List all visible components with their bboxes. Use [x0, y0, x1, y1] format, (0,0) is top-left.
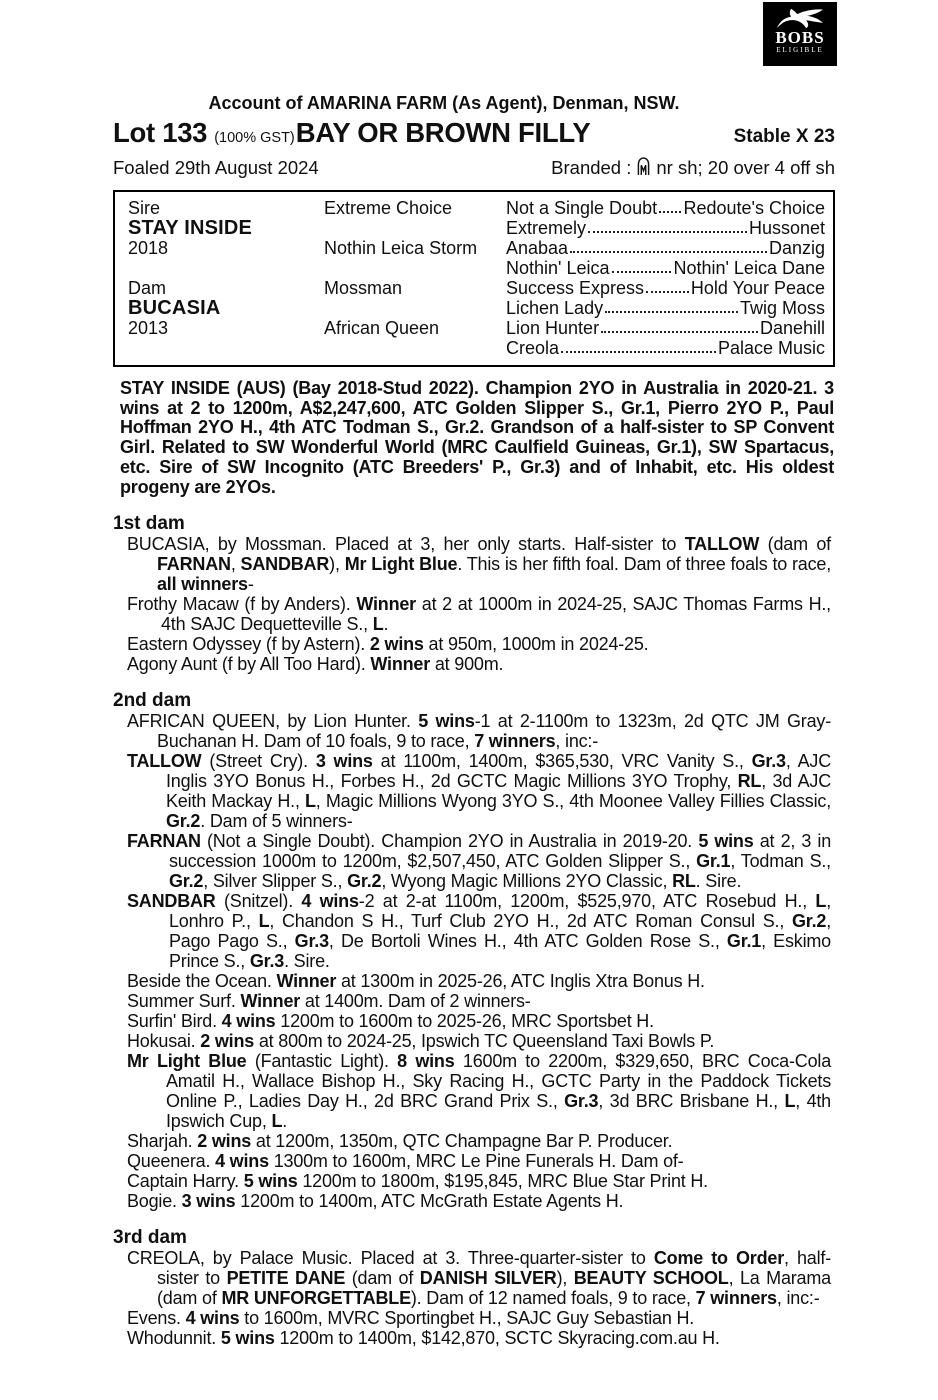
foal-entry: Queenera. 4 wins 1300m to 1600m, MRC Le Pine Funerals H. Dam of-: [127, 1151, 684, 1172]
brand-description: [551, 155, 835, 179]
foal-entry: Mr Light Blue (Fantastic Light). 8 wins 1600m to 2200m, $329,650, BRC Coca-Cola Amatil H., Wallace Bishop H., Sky Racing H., GCTC Party in the Paddock Tickets Online P., Ladies Day H., 2d BRC Grand Prix S., Gr.3, 3d BRC Brisbane H., L, 4th Ipswich Cup, L.: [127, 1051, 832, 1132]
dot-leader: [588, 231, 747, 233]
pedigree-dam-label: Dam: [128, 278, 167, 298]
foal-entry: Captain Harry. 5 wins 1200m to 1800m, $195,845, MRC Blue Star Print H.: [127, 1171, 708, 1192]
gen3-parent: Redoute's Choice: [683, 198, 825, 218]
foal-entry: Agony Aunt (f by All Too Hard). Winner at 900m.: [127, 654, 504, 675]
foal-entry: Evens. 4 wins to 1600m, MVRC Sportingbet H., SAJC Guy Sebastian H.: [127, 1308, 695, 1329]
foal-entry: Beside the Ocean. Winner at 1300m in 2025-26, ATC Inglis Xtra Bonus H.: [127, 971, 705, 992]
dot-leader: [646, 291, 689, 293]
pedigree-sire-dam: Nothin Leica Storm: [324, 238, 478, 258]
pedigree-dam-sire: Mossman: [324, 278, 403, 298]
gen3-parent: Hussonet: [748, 218, 825, 238]
pedigree-gen3-row: [506, 238, 825, 258]
pedigree-table: [113, 190, 835, 367]
gen3-name: Nothin' Leica: [506, 258, 610, 278]
pedigree-dam-year: 2013: [128, 318, 169, 338]
pedigree-gen3-row: [506, 278, 825, 298]
gen3-name: Lion Hunter: [506, 318, 600, 338]
lot-number: Lot 133: [113, 117, 208, 148]
dot-leader: [612, 271, 672, 273]
amarina-brand-mark-icon: [635, 157, 652, 181]
gen3-name: Anabaa: [506, 238, 569, 258]
dam-entry: BUCASIA, by Mossman. Placed at 3, her only starts. Half-sister to TALLOW (dam of FARNAN, SANDBAR), Mr Light Blue. This is her fifth foal. Dam of three foals to race, all winners-: [127, 534, 831, 595]
foal-entry: Sharjah. 2 wins at 1200m, 1350m, QTC Champagne Bar P. Producer.: [127, 1131, 673, 1152]
foaled-line: [113, 155, 835, 179]
pedigree-gen3-row: [506, 338, 825, 358]
gen3-name: Success Express: [506, 278, 645, 298]
pedigree-gen3-row: [506, 198, 825, 218]
foal-entry: SANDBAR (Snitzel). 4 wins-2 at 2-at 1100m, 1200m, $525,970, ATC Rosebud H., L, Lonhro P., L, Chandon S H., Turf Club 2YO H., 2d ATC Roman Consul S., Gr.2, Pago Pago S., Gr.3, De Bortoli Wines H., 4th ATC Golden Rose S., Gr.1, Eskimo Prince S., Gr.3. Sire.: [127, 891, 831, 972]
dot-leader: [605, 311, 738, 313]
pedigree-sire-label: Sire: [128, 198, 161, 218]
foal-entry: Summer Surf. Winner at 1400m. Dam of 2 winners-: [127, 991, 531, 1012]
gen3-parent: Danzig: [768, 238, 825, 258]
account-line: Account of AMARINA FARM (As Agent), Denman, NSW.: [208, 93, 680, 113]
dot-leader: [561, 351, 716, 353]
gen3-name: Not a Single Doubt: [506, 198, 658, 218]
foal-entry: Whodunnit. 5 wins 1200m to 1400m, $142,870, SCTC Skyracing.com.au H.: [127, 1328, 720, 1349]
section-heading-3rd-dam: 3rd dam: [113, 1227, 187, 1249]
sire-description: STAY INSIDE (AUS) (Bay 2018-Stud 2022). Champion 2YO in Australia in 2020-21. 3 wins at 2 to 1200m, A$2,247,600, ATC Golden Slipper S., Gr.1, Pierro 2YO P., Paul Hoffman 2YO H., 4th ATC Todman S., Gr.2. Grandson of a half-sister to SP Convent Girl. Related to SW Wonderful World (MRC Caulfield Guineas, Gr.1), SW Spartacus, etc. Sire of SW Incognito (ATC Breeders' P., Gr.3) and of Inhabit, etc. His oldest progeny are 2YOs.: [120, 378, 834, 497]
dam-sections: [113, 513, 832, 1349]
bobs-logo-word: BOBS: [775, 28, 825, 47]
section-heading-2nd-dam: 2nd dam: [113, 690, 192, 712]
pedigree-sire-year: 2018: [128, 238, 169, 258]
gen3-name: Creola: [506, 338, 560, 358]
gen3-parent: Danehill: [759, 318, 825, 338]
page-content: [113, 0, 835, 1348]
gen3-parent: Nothin' Leica Dane: [673, 258, 825, 278]
foal-entry: Eastern Odyssey (f by Astern). 2 wins at 950m, 1000m in 2024-25.: [127, 634, 649, 655]
pedigree-dam-dam: African Queen: [324, 318, 440, 338]
pedigree-dam-name: BUCASIA: [128, 298, 221, 318]
dot-leader: [601, 331, 758, 333]
dot-leader: [659, 211, 681, 213]
dam-entry: CREOLA, by Palace Music. Placed at 3. Three-quarter-sister to Come to Order, half-sister to PETITE DANE (dam of DANISH SILVER), BEAUTY SCHOOL, La Marama (dam of MR UNFORGETTABLE). Dam of 12 named foals, 9 to race, 7 winners, inc:-: [127, 1248, 832, 1309]
gst-note: (100% GST): [214, 130, 295, 146]
bobs-logo-subtitle: ELIGIBLE: [776, 46, 824, 54]
section-heading-1st-dam: 1st dam: [113, 513, 185, 535]
pedigree-gen3-row: [506, 258, 825, 278]
pedigree-sire-sire: Extreme Choice: [324, 198, 453, 218]
branded-label: Branded :: [551, 157, 632, 178]
branded-text: nr sh; 20 over 4 off sh: [656, 157, 835, 178]
gen3-parent: Hold Your Peace: [690, 278, 825, 298]
dot-leader: [570, 251, 767, 253]
foaled-date: Foaled 29th August 2024: [113, 157, 319, 178]
foal-entry: TALLOW (Street Cry). 3 wins at 1100m, 1400m, $365,530, VRC Vanity S., Gr.3, AJC Inglis 3YO Bonus H., Forbes H., 2d GCTC Magic Millions 3YO Trophy, RL, 3d AJC Keith Mackay H., L, Magic Millions Wyong 3YO S., 4th Moonee Valley Fillies Classic, Gr.2. Dam of 5 winners-: [127, 751, 832, 832]
stable-number: Stable X 23: [733, 126, 835, 147]
foal-entry: Bogie. 3 wins 1200m to 1400m, ATC McGrath Estate Agents H.: [127, 1191, 624, 1212]
bobs-eligible-logo: [763, 2, 837, 66]
lot-line: [113, 117, 835, 149]
foal-entry: Frothy Macaw (f by Anders). Winner at 2 at 1000m in 2024-25, SAJC Thomas Farms H., 4th SAJC Dequetteville S., L.: [127, 594, 831, 635]
foal-entry: Surfin' Bird. 4 wins 1200m to 1600m to 2025-26, MRC Sportsbet H.: [127, 1011, 654, 1032]
gen3-parent: Palace Music: [717, 338, 825, 358]
pedigree-gen3-row: [506, 318, 825, 338]
pedigree-gen3-row: [506, 218, 825, 238]
gen3-parent: Twig Moss: [739, 298, 825, 318]
pedigree-sire-name: STAY INSIDE: [128, 218, 253, 238]
dam-entry: AFRICAN QUEEN, by Lion Hunter. 5 wins-1 at 2-1100m to 1323m, 2d QTC JM Gray-Buchanan H. Dam of 10 foals, 9 to race, 7 winners, inc:-: [127, 711, 831, 752]
gen3-name: Lichen Lady: [506, 298, 604, 318]
foal-entry: Hokusai. 2 wins at 800m to 2024-25, Ipswich TC Queensland Taxi Bowls P.: [127, 1031, 715, 1052]
gen3-name: Extremely: [506, 218, 587, 238]
pedigree-gen3-row: [506, 298, 825, 318]
page-title: BAY OR BROWN FILLY: [295, 117, 591, 148]
foal-entry: FARNAN (Not a Single Doubt). Champion 2YO in Australia in 2019-20. 5 wins at 2, 3 in succession 1000m to 1200m, $2,507,450, ATC Golden Slipper S., Gr.1, Todman S., Gr.2, Silver Slipper S., Gr.2, Wyong Magic Millions 2YO Classic, RL. Sire.: [127, 831, 832, 892]
horse-head-icon: [773, 2, 827, 30]
